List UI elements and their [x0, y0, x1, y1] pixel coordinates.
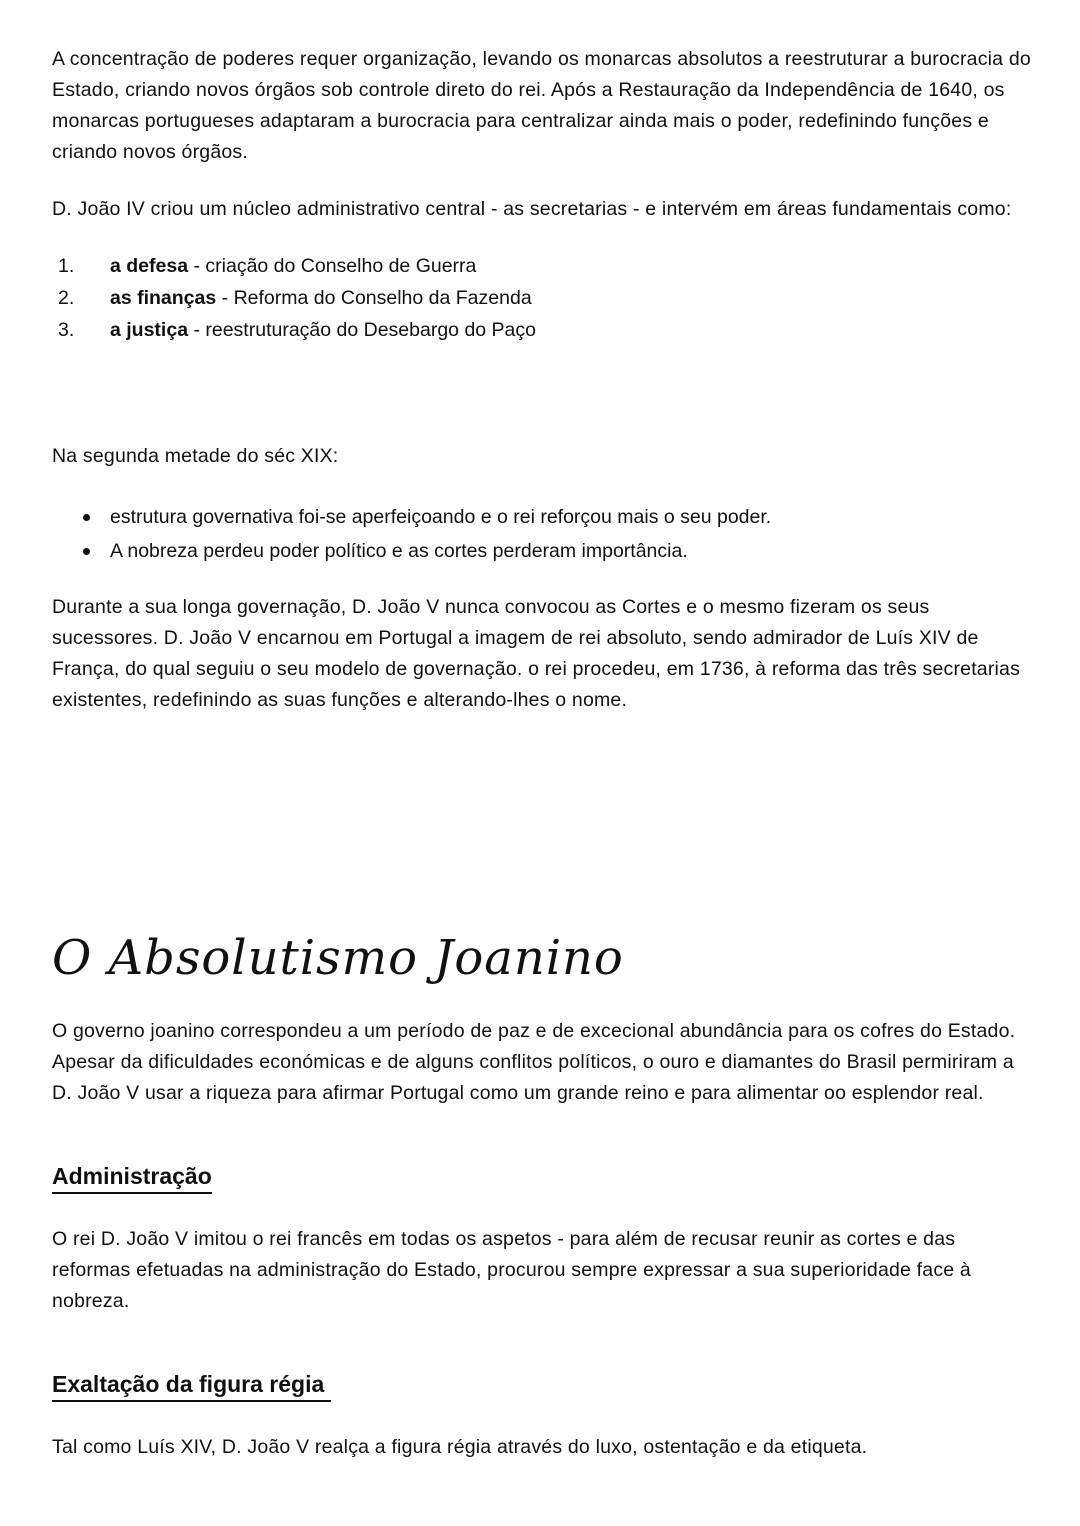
document-content: [52, 44, 1032, 1489]
spacer: [52, 1402, 1032, 1432]
paragraph-intro-1: A concentração de poderes requer organização, levando os monarcas absolutos a reestruturar a burocracia do Estado, criando novos órgãos sob controle direto do rei. Após a Restauração da Independência de 1640, os monarcas portugueses adaptaram a burocracia para centralizar ainda mais o poder, redefinindo funções e criando novos órgãos.: [52, 48, 1031, 163]
list-item: A nobreza perdeu poder político e as cortes perderam importância.: [110, 536, 1032, 566]
list-item-lead: a justiça: [110, 319, 189, 341]
bullet-list: [52, 502, 1032, 566]
list-item-rest: - criação do Conselho de Guerra: [188, 255, 477, 277]
paragraph-intro-2: D. João IV criou um núcleo administrativo central - as secretarias - e intervém em áreas fundamentais como:: [52, 198, 1012, 220]
paragraph-joao-v: Durante a sua longa governação, D. João V nunca convocou as Cortes e o mesmo fizeram os seus sucessores. D. João V encarnou em Portugal a imagem de rei absoluto, sendo admirador de Luís XIV de França, do qual seguiu o seu modelo de governação. o rei procedeu, em 1736, à reforma das três secretarias existentes, redefinindo as suas funções e alterando-lhes o nome.: [52, 596, 1021, 711]
heading-exaltacao: Exaltação da figura régia: [52, 1369, 331, 1402]
list-item-lead: as finanças: [110, 287, 217, 309]
spacer: [52, 1343, 1032, 1369]
paragraph-administracao: O rei D. João V imitou o rei francês em todas os aspetos - para além de recusar reunir as cortes e das reformas efetuadas na administração do Estado, procurou sempre expressar a sua superioridade face à nobreza.: [52, 1228, 971, 1312]
paragraph-sec-xix-lead: Na segunda metade do séc XIX:: [52, 445, 339, 467]
spacer: [52, 986, 1032, 1016]
list-item-lead: a defesa: [110, 255, 189, 277]
spacer: [52, 1135, 1032, 1161]
heading-administracao: Administração: [52, 1161, 212, 1194]
page-title: O Absolutismo Joanino: [52, 930, 624, 986]
spacer: [52, 472, 1032, 502]
list-item: [110, 251, 1032, 281]
list-item: [110, 315, 1032, 345]
list-item: [110, 283, 1032, 313]
list-item-rest: - reestruturação do Desebargo do Paço: [188, 319, 536, 341]
paragraph-exaltacao: Tal como Luís XIV, D. João V realça a figura régia através do luxo, ostentação e da etiqueta.: [52, 1436, 868, 1458]
numbered-list: [52, 251, 1032, 345]
section-gap-large: [52, 742, 1032, 930]
section-gap: [52, 347, 1032, 441]
list-item: estrutura governativa foi-se aperfeiçoando e o rei reforçou mais o seu poder.: [110, 502, 1032, 532]
spacer: [52, 570, 1032, 592]
paragraph-joanino-intro: O governo joanino correspondeu a um período de paz e de excecional abundância para os cofres do Estado. Apesar da dificuldades económicas e de alguns conflitos políticos, o ouro e diamantes do Brasil permiriram a D. João V usar a riqueza para afirmar Portugal como um grande reino e para alimentar oo esplendor real.: [52, 1020, 1016, 1104]
spacer: [52, 1194, 1032, 1224]
list-item-rest: - Reforma do Conselho da Fazenda: [216, 287, 532, 309]
